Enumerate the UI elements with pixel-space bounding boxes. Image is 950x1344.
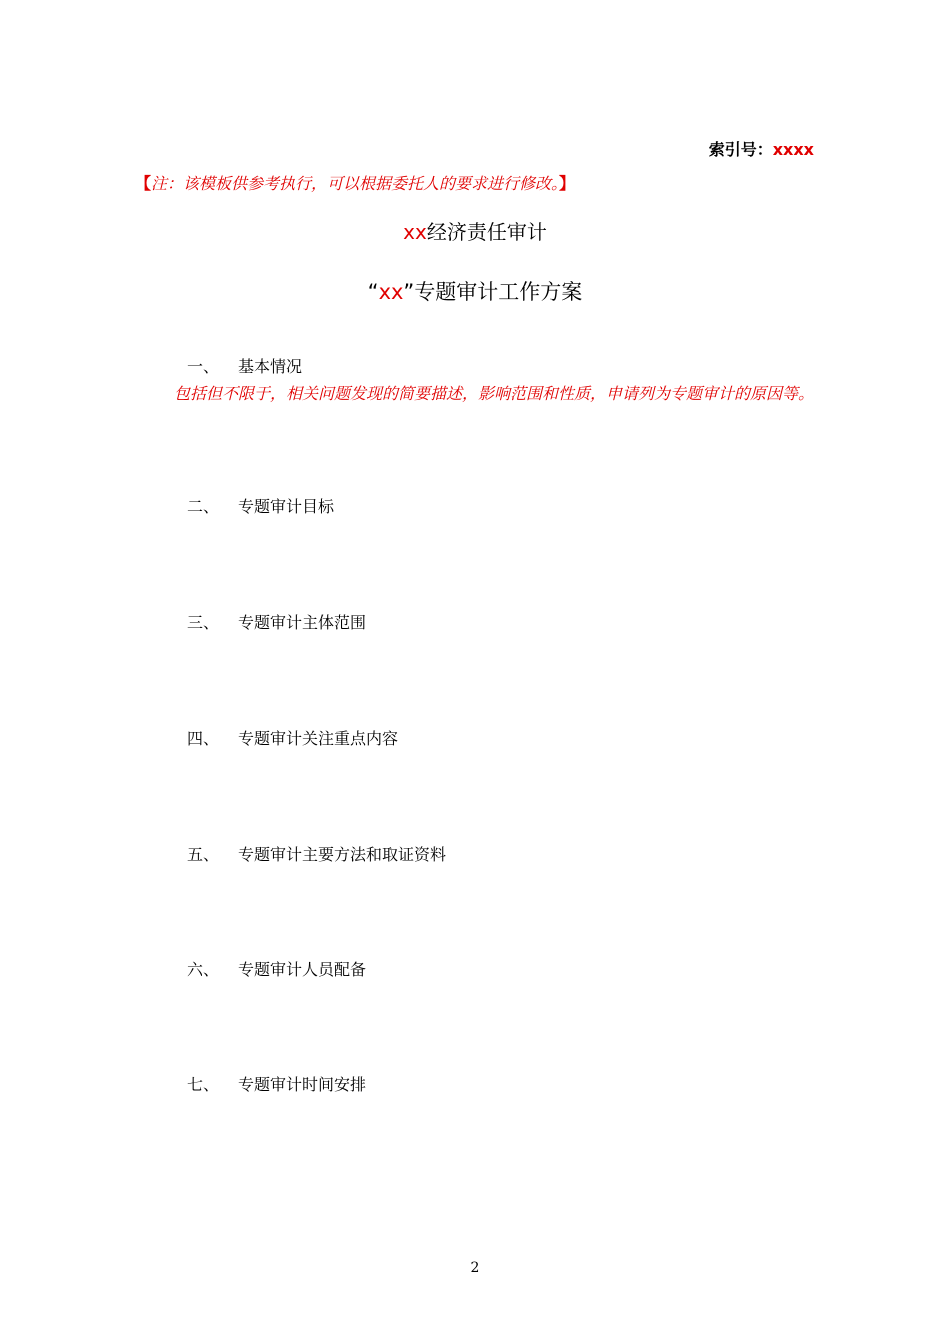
section-title: 专题审计人员配备 bbox=[238, 960, 367, 979]
page-number: 2 bbox=[470, 1260, 480, 1276]
section-heading-objectives bbox=[187, 494, 334, 517]
section-number: 五、 bbox=[187, 845, 220, 864]
section-heading-staffing bbox=[187, 957, 366, 980]
document-title-line1 bbox=[0, 216, 950, 245]
note-text: 注：该模板供参考执行，可以根据委托人的要求进行修改。 bbox=[151, 174, 560, 193]
section-title: 专题审计主要方法和取证资料 bbox=[238, 845, 447, 864]
index-label: 索引号： bbox=[708, 140, 773, 159]
section-heading-key-focus bbox=[187, 726, 398, 749]
section-heading-schedule bbox=[187, 1072, 366, 1095]
note-open-bracket: 【 bbox=[135, 174, 152, 193]
title1-text: 经济责任审计 bbox=[426, 220, 547, 244]
section-number: 七、 bbox=[187, 1075, 220, 1094]
basic-info-description: 包括但不限于，相关问题发现的简要描述，影响范围和性质，申请列为专题审计的原因等。 bbox=[174, 384, 815, 403]
section-title: 专题审计时间安排 bbox=[238, 1075, 367, 1094]
document-title-line2 bbox=[0, 276, 950, 306]
title2-placeholder: xx bbox=[378, 280, 404, 304]
note-close-bracket: 】 bbox=[559, 174, 576, 193]
section-heading-methods bbox=[187, 842, 446, 865]
index-value: xxxx bbox=[772, 140, 814, 159]
section-number: 四、 bbox=[187, 729, 220, 748]
section-heading-scope bbox=[187, 610, 366, 633]
title2-text: 专题审计工作方案 bbox=[414, 280, 583, 304]
section-number: 三、 bbox=[187, 613, 220, 632]
section-number: 六、 bbox=[187, 960, 220, 979]
section-title: 专题审计主体范围 bbox=[238, 613, 367, 632]
index-number bbox=[709, 137, 814, 160]
title1-placeholder: xx bbox=[403, 220, 427, 244]
section-title: 专题审计目标 bbox=[238, 497, 335, 516]
section-number: 一、 bbox=[187, 357, 220, 376]
section-title: 专题审计关注重点内容 bbox=[238, 729, 399, 748]
title2-close-quote: ” bbox=[403, 280, 415, 304]
section-number: 二、 bbox=[187, 497, 220, 516]
title2-open-quote: “ bbox=[367, 280, 379, 304]
section-heading-basic-info bbox=[187, 354, 302, 377]
section-title: 基本情况 bbox=[238, 357, 303, 376]
template-note bbox=[135, 171, 575, 194]
